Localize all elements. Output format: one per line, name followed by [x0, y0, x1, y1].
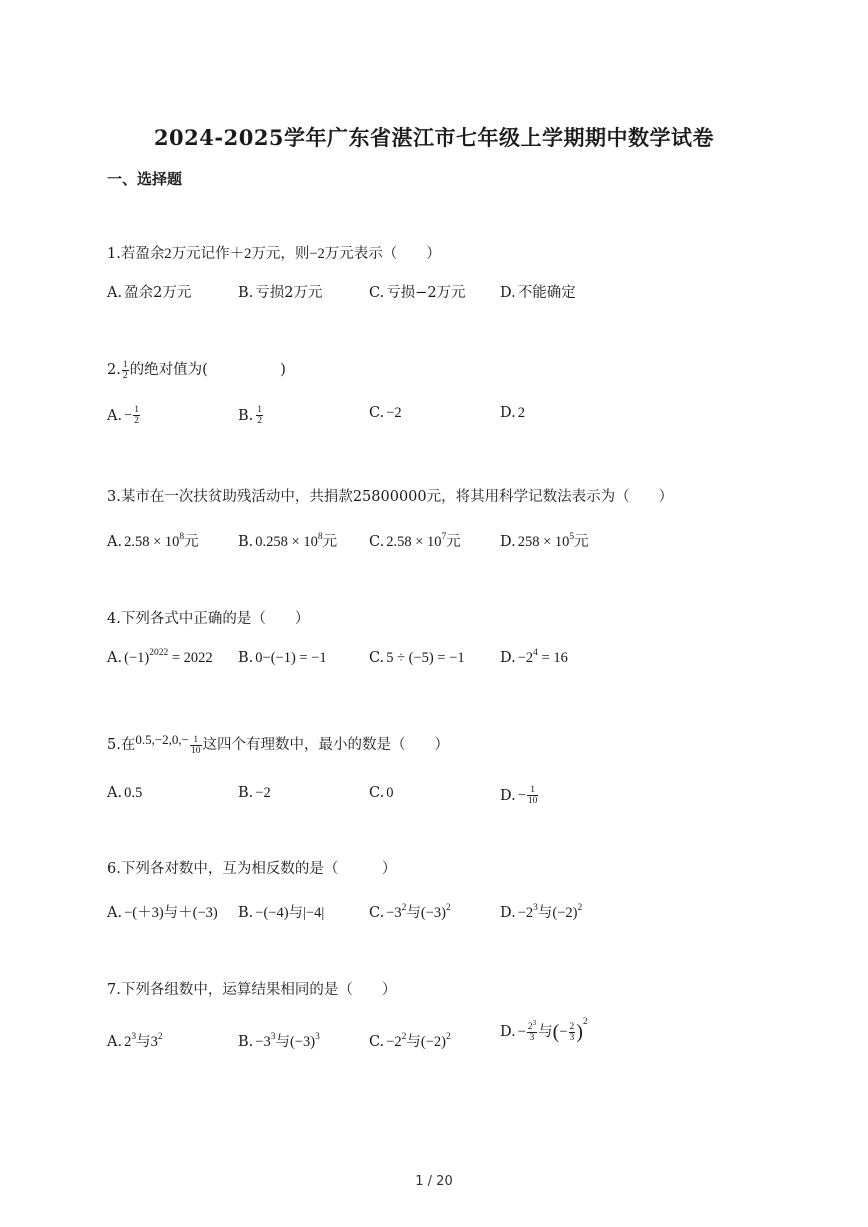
question-7-stem: 7.下列各组数中，运算结果相同的是（ ）: [107, 982, 397, 998]
option-c[interactable]: C. 5 ÷ (−5) = −1: [369, 650, 465, 666]
fraction: $\frac{1}{2}$: [134, 405, 140, 426]
option-b[interactable]: B. $-3^3$与$(-3)^3$: [238, 1032, 320, 1050]
option-d[interactable]: D. 2: [500, 405, 525, 421]
question-2-options: [107, 405, 807, 435]
option-d[interactable]: D. $-2^4 = 16$: [500, 648, 568, 666]
exam-title: 2024-2025学年广东省湛江市七年级上学期期中数学试卷: [153, 125, 715, 150]
question-4-stem: 4.下列各式中正确的是（ ）: [107, 611, 310, 627]
fraction: $\frac{1}{10}$: [191, 734, 201, 756]
question-6-options: [107, 901, 807, 931]
section-heading: 一、选择题: [107, 170, 183, 188]
option-c[interactable]: C. −2: [369, 405, 402, 421]
question-7-options: [107, 1017, 807, 1060]
option-a[interactable]: A. 盈余2万元: [107, 285, 192, 301]
fraction: $\frac{2}{3}$: [569, 1021, 575, 1043]
page-number: 1 / 20: [415, 1174, 453, 1189]
option-a[interactable]: A. $2.58 \times 10^8$元: [107, 532, 199, 550]
option-a[interactable]: A. 0.5: [107, 785, 143, 801]
option-d[interactable]: D. − $\frac{2^3}{3}$ 与(− $\frac{2}{3}$ )$^2$: [500, 1017, 588, 1043]
option-c[interactable]: C. $2.58 \times 10^7$元: [369, 532, 461, 550]
option-b[interactable]: B. $\frac{1}{2}$: [238, 405, 263, 426]
option-c[interactable]: C. 0: [369, 785, 394, 801]
option-b[interactable]: B. −2: [238, 785, 271, 801]
option-d[interactable]: D. 不能确定: [500, 285, 576, 301]
option-c[interactable]: C. $-2^2$与$(-2)^2$: [369, 1032, 451, 1050]
fraction: $\frac{1}{2}$: [122, 359, 128, 381]
option-a[interactable]: A. − $\frac{1}{2}$: [107, 405, 140, 426]
option-b[interactable]: B. $0.258 \times 10^8$元: [238, 532, 338, 550]
fraction: $\frac{1}{10}$: [527, 785, 538, 806]
question-2-stem: 2. $\frac{1}{2}$ 的绝对值为( ): [107, 359, 286, 381]
fraction: $\frac{1}{2}$: [257, 405, 263, 426]
question-3-stem: 3.某市在一次扶贫助残活动中，共捐款25800000元，将其用科学记数法表示为（ ）: [107, 489, 674, 505]
option-c[interactable]: C. 亏损−2万元: [369, 285, 466, 301]
option-b[interactable]: B. −(−4)与|−4|: [238, 905, 325, 921]
option-a[interactable]: A. $(-1)^{2022} = 2022$: [107, 648, 213, 666]
question-5-stem: 5.在0.5,−2,0,− $\frac{1}{10}$ 这四个有理数中，最小的数是（ ）: [107, 732, 450, 756]
question-3-options: [107, 530, 807, 560]
fraction: $\frac{2^3}{3}$: [527, 1018, 537, 1043]
option-d[interactable]: D. $-2^3$与$(-2)^2$: [500, 903, 583, 921]
question-6-stem: 6.下列各对数中，互为相反数的是（ ）: [107, 861, 397, 877]
question-1-stem: 1.若盈余2万元记作＋2万元，则−2万元表示（ ）: [107, 246, 441, 262]
option-c[interactable]: C. $-3^2$与$(-3)^2$: [369, 903, 451, 921]
question-1-options: [107, 281, 807, 311]
option-a[interactable]: A. $2^3$与$3^2$: [107, 1032, 163, 1050]
option-b[interactable]: B. 0−(−1) = −1: [238, 650, 327, 666]
question-5-options: [107, 785, 807, 815]
option-d[interactable]: D. − $\frac{1}{10}$: [500, 785, 538, 806]
option-b[interactable]: B. 亏损2万元: [238, 285, 323, 301]
question-4-options: [107, 650, 807, 680]
option-d[interactable]: D. $258 \times 10^5$元: [500, 532, 589, 550]
option-a[interactable]: A. −(＋3)与＋(−3): [107, 905, 218, 921]
